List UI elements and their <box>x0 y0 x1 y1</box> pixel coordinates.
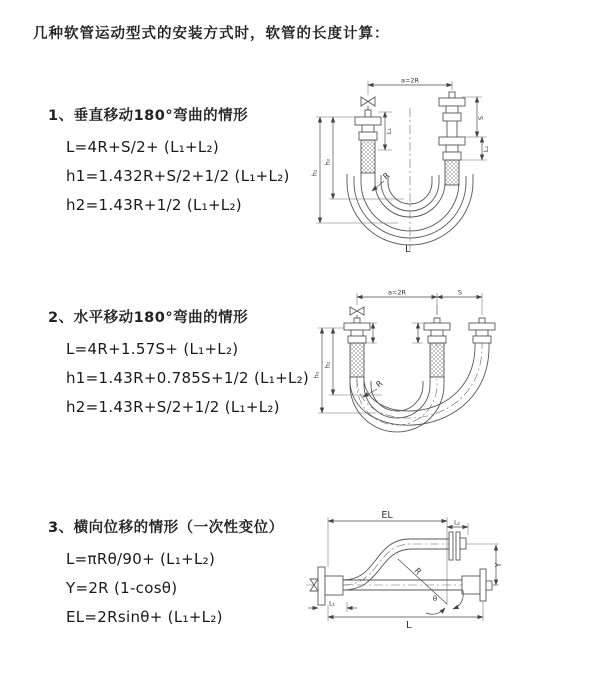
formula-L: L=πRθ/90+ (L₁+L₂) <box>66 550 216 568</box>
dim-h2-label: h₂ <box>323 361 332 369</box>
dim-h1-label: h₁ <box>312 371 321 379</box>
formula-L: L=4R+1.57S+ (L₁+L₂) <box>66 340 239 358</box>
dimension-s <box>437 289 482 298</box>
dim-el-label: EL <box>381 510 393 521</box>
dimension-a2r <box>357 289 482 316</box>
section-2-formulas <box>48 335 308 422</box>
right-fitting <box>462 569 492 601</box>
section-3-heading: 3、横向位移的情形（一次性变位） <box>48 520 284 536</box>
dimension-l <box>328 601 483 631</box>
section-1-heading: 1、垂直移动180°弯曲的情形 <box>48 108 249 124</box>
dimension-h1 <box>313 328 377 413</box>
formula-L: L=4R+S/2+ (L₁+L₂) <box>66 138 220 156</box>
hose-displaced-position <box>343 539 449 590</box>
right-fitting <box>469 318 495 343</box>
dimension-a2r <box>368 77 452 96</box>
valve-icon <box>361 97 375 110</box>
upper-right-flange <box>449 532 466 560</box>
dim-y-label: Y <box>494 562 503 568</box>
dim-h1-label: h₁ <box>310 169 319 177</box>
formula-h1: h1=1.43R+0.785S+1/2 (L₁+L₂) <box>66 369 310 387</box>
dim-a-label: a=2R <box>400 76 420 85</box>
dim-a-label: a=2R <box>387 288 407 297</box>
dim-h2-label: h₂ <box>323 158 332 166</box>
middle-fitting <box>424 318 450 377</box>
diagram-vertical-bend <box>300 70 590 255</box>
right-braided-hose <box>445 160 459 185</box>
formula-Y: Y=2R (1-cosθ) <box>66 579 178 597</box>
length-label: L <box>405 244 411 255</box>
radius-label: R <box>374 378 385 390</box>
radius-label: R <box>381 170 392 182</box>
page-title: 几种软管运动型式的安装方式时，软管的长度计算： <box>33 26 390 42</box>
section-1-formulas <box>48 133 308 220</box>
dim-l1-label: L₁ <box>385 127 393 135</box>
section-2-heading: 2、水平移动180°弯曲的情形 <box>48 310 249 326</box>
radius-label: R <box>412 566 424 577</box>
dim-l2-label: L₂ <box>454 519 460 527</box>
formula-EL: EL=2Rsinθ+ (L₁+L₂) <box>66 608 223 626</box>
diagram-horizontal-bend <box>300 285 600 455</box>
left-braided-hose <box>361 140 375 173</box>
diagram-lateral-shift <box>300 505 600 670</box>
right-fitting-upper <box>439 92 465 137</box>
section-horizontal-bend <box>48 306 308 422</box>
left-fitting <box>318 567 343 605</box>
dimension-fitting-middle <box>412 323 423 343</box>
section-3-formulas <box>48 545 308 632</box>
left-fitting <box>344 318 370 377</box>
formula-h2: h2=1.43R+1/2 (L₁+L₂) <box>66 196 242 214</box>
dim-s-label: S <box>457 288 463 297</box>
left-fitting <box>355 110 381 140</box>
right-fitting-lower <box>439 137 465 160</box>
radius-leader <box>363 379 385 397</box>
angle-label: θ <box>432 595 438 603</box>
section-lateral-shift <box>48 516 308 632</box>
dim-l2-label: L₂ <box>482 145 490 153</box>
formula-h1: h1=1.432R+S/2+1/2 (L₁+L₂) <box>66 167 290 185</box>
radius-leader <box>398 559 447 604</box>
dimension-l1 <box>308 601 357 613</box>
dimension-el <box>328 510 447 605</box>
formula-h2: h2=1.43R+S/2+1/2 (L₁+L₂) <box>66 398 280 416</box>
dim-l1-label: L₁ <box>329 600 335 608</box>
dim-l-label: L <box>406 620 412 631</box>
valve-icon <box>350 307 364 318</box>
hose-u-bend <box>350 377 444 432</box>
section-vertical-bend <box>48 104 308 220</box>
dim-s-label: S <box>477 115 485 121</box>
